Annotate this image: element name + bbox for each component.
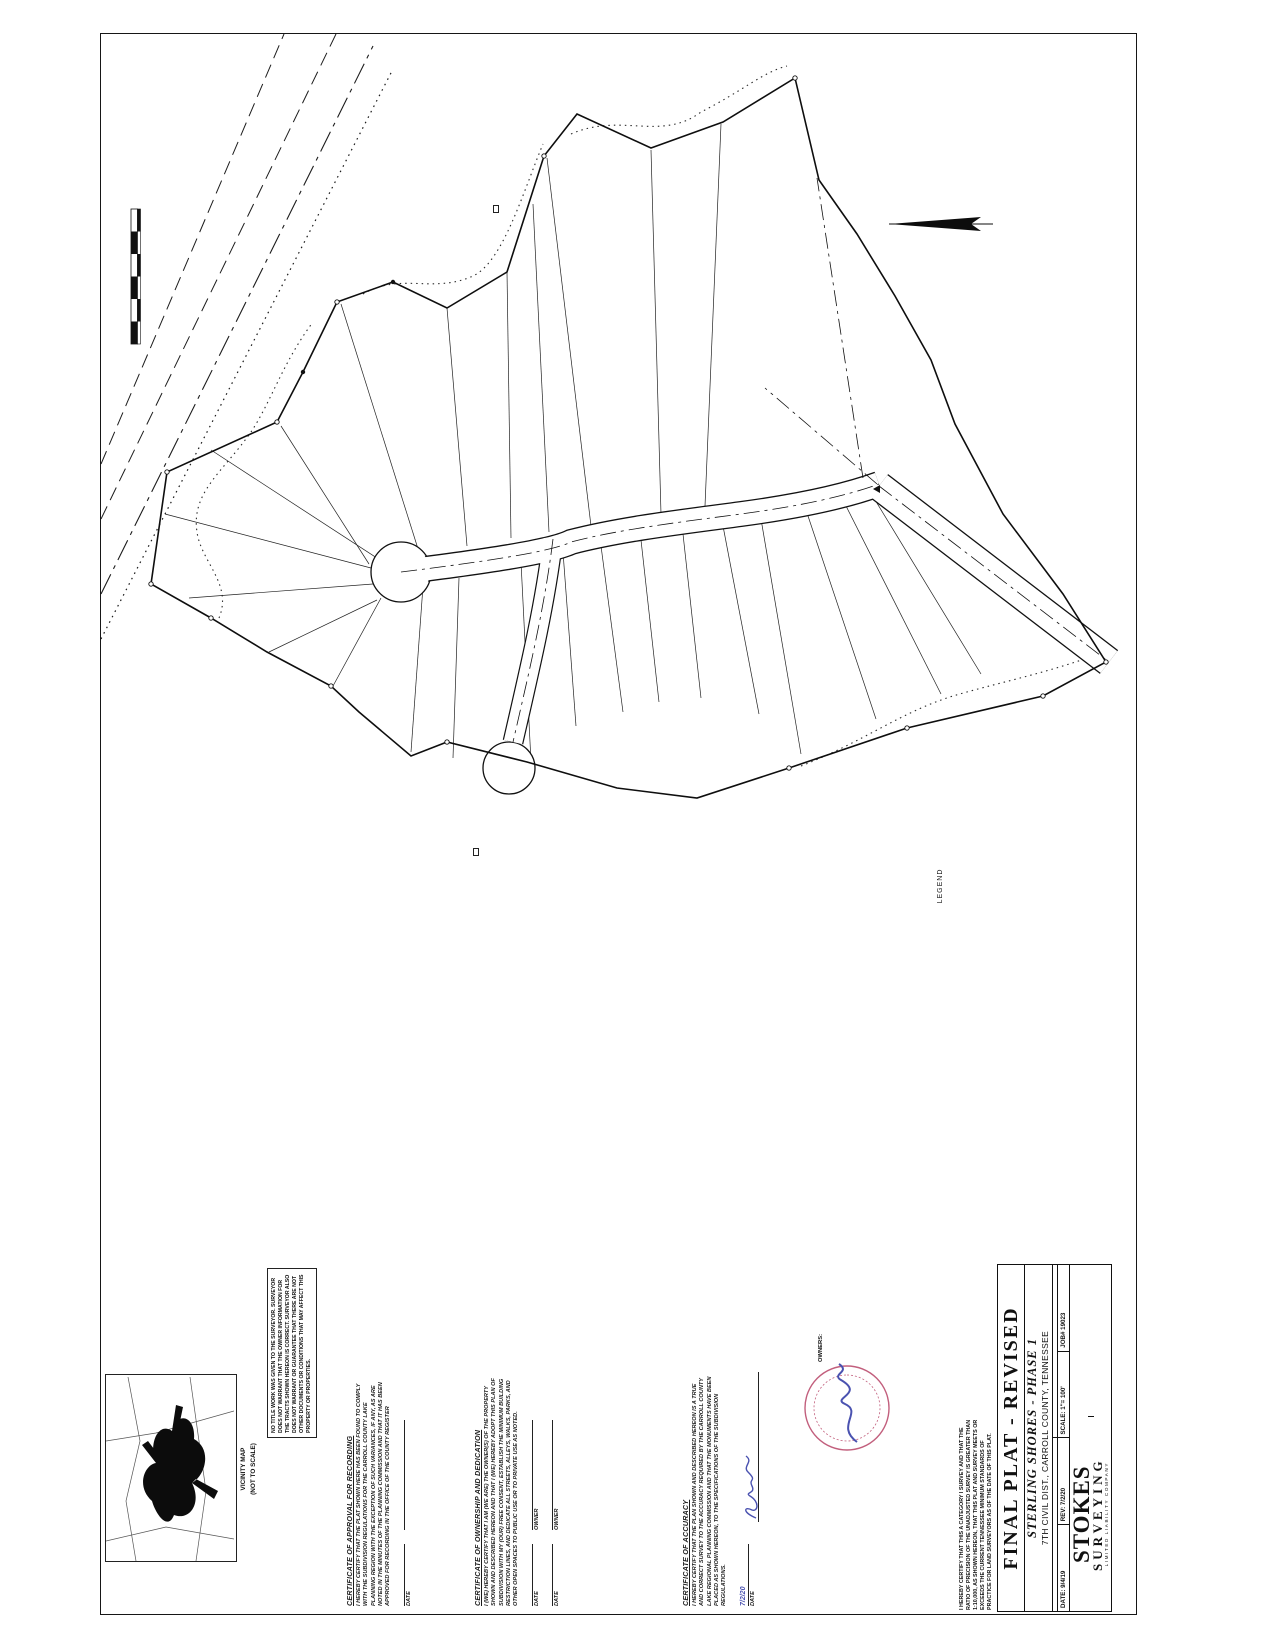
- subdivision-name: STERLING SHORES - PHASE 1: [1025, 1337, 1039, 1539]
- certificate-recording-body: I HEREBY CERTIFY THAT THE PLAT SHOWN HERE HAS BEEN FOUND TO COMPLY WITH THE SUBDIVISION REGULATIONS FOR THE CARROLL COUNTY LAKE PLANNING REGION WITH THE EXCEPTION OF SUCH VARIANCES, IF ANY, AS ARE NOTED IN THE MINUTES OF THE PLANNING COMMISSION AND THAT IT HAS BEEN APPROVED FOR RECORDING IN THE OFFICE OF THE COUNTY REGISTER: [356, 1382, 392, 1606]
- company-logo: STOKES SURVEYING LIMITED LIABILITY COMPANY: [1069, 1457, 1110, 1571]
- survey-for: [1053, 1265, 1057, 1439]
- certificate-accuracy-body: I HEREBY CERTIFY THAT THE PLAN SHOWN AND DESCRIBED HEREON IS A TRUE AND CORRECT SURVEY TO THE ACCURACY REQUIRED BY THE CARROLL COUNTY LAKE REGIONAL PLANNING COMMISSION AND THAT THE MONUMENTS HAVE BEEN PLACED AS SHOWN HEREON, TO THE SPECIFICATIONS OF THE SUBDIVISION REGULATIONS.: [692, 1376, 728, 1606]
- certificate-accuracy: CERTIFICATE OF ACCURACY I HEREBY CERTIFY THAT THE PLAN SHOWN AND DESCRIBED HEREON IS A TRUE AND CORRECT SURVEY TO THE ACCURACY REQUIRED BY THE CARROLL COUNTY LAKE REGIONAL PLANNING COMMISSION AND THAT THE MONUMENTS HAVE BEEN PLACED AS SHOWN HEREON, TO THE SPECIFICATIONS OF THE SUBDIVISION REGULATIONS. 7/2/20 DATE: [681, 1286, 760, 1606]
- company-contact: [1088, 1265, 1094, 1417]
- adjoiner-line: [817, 178, 863, 478]
- certificate-ownership-title: CERTIFICATE OF OWNERSHIP AND DEDICATION: [473, 1429, 482, 1606]
- plat-map-drawing: [101, 34, 1136, 1614]
- plat-job-number: JOB# 19023: [1058, 1265, 1069, 1352]
- vicinity-map-label: VICINITY MAP (NOT TO SCALE): [240, 1443, 257, 1495]
- certificate-recording-title: CERTIFICATE OF APPROVAL FOR RECORDING: [345, 1435, 354, 1606]
- certificate-ownership: CERTIFICATE OF OWNERSHIP AND DEDICATION I (WE) HEREBY CERTIFY THAT I AM (WE ARE) THE OWNER(S) OF THE PROPERTY SHOWN AND DESCRIBED HEREON AND THAT I (WE) HEREBY ADOPT THIS PLAN OF SUBDIVISION WITH MY (OUR) FREE CONSENT, ESTABLISH THE MINIMUM BUILDING RESTRICTION LINES, AND DEDICATE ALL STREETS, ALLEYS, WALKS, PARKS, AND OTHER OPEN SPACES TO PUBLIC USE OR TO PRIVATE USE AS NOTED. DATE OWNER DATE OWNER: [473, 1374, 560, 1606]
- lake-boundary-line: [101, 46, 373, 594]
- vicinity-map-graphic: [106, 1377, 234, 1561]
- shoreline-dotted: [363, 144, 543, 294]
- plat-scale: SCALE: 1"= 100': [1058, 1352, 1069, 1439]
- zoned-box-north: [493, 205, 499, 213]
- certificate-ownership-body: I (WE) HEREBY CERTIFY THAT I AM (WE ARE) THE OWNER(S) OF THE PROPERTY SHOWN AND DESCRIBED HEREON AND THAT I (WE) HEREBY ADOPT THIS PLAN OF SUBDIVISION WITH MY (OUR) FREE CONSENT, ESTABLISH THE MINIMUM BUILDING RESTRICTION LINES, AND DEDICATE ALL STREETS, ALLEYS, WALKS, PARKS, AND OTHER OPEN SPACES TO PUBLIC USE OR TO PRIVATE USE AS NOTED.: [484, 1378, 520, 1606]
- legend: [937, 808, 947, 964]
- plat-title: FINAL PLAT - REVISED: [1000, 1306, 1022, 1570]
- title-block: [997, 1264, 1112, 1612]
- category-survey-note: I HEREBY CERTIFY THAT THIS A CATEGORY I SURVEY AND THAT THE RATIO OF PRECISION OF THE UNADJUSTED SURVEY IS GREATER THAN 1:10,000, AS SHOWN HEREON, THAT THIS PLAT AND SURVEY MEETS OR EXCEEDS THE CURRENT TENNESSEE MINIMUM STANDARDS OF PRACTICE FOR LAND SURVEYORS AS OF THE DATE OF THIS PLAT.: [959, 1419, 994, 1610]
- shoreline-dotted: [196, 322, 313, 618]
- handwritten-date: 7/2/20: [740, 1586, 748, 1606]
- vicinity-map: [105, 1374, 237, 1562]
- plat-revision: REV: 7/2/20: [1058, 1439, 1069, 1526]
- plat-date: DATE: 9/4/19: [1060, 1570, 1067, 1608]
- tract-boundary: [151, 78, 1106, 798]
- plat-sheet: [100, 33, 1137, 1615]
- row-continuation: [765, 388, 877, 484]
- owners-block: OWNERS:: [818, 1333, 824, 1362]
- property-information: [1053, 1439, 1057, 1612]
- scale-bar: [131, 209, 141, 344]
- legend-title: LEGEND: [937, 868, 944, 904]
- north-arrow: [889, 217, 993, 231]
- setback-dotted-line: [101, 69, 393, 639]
- subdivision-location: 7TH CIVIL DIST., CARROLL COUNTY, TENNESSEE: [1040, 1330, 1050, 1546]
- tva-easement-line: [101, 34, 284, 464]
- zoned-box-south: [473, 848, 479, 856]
- certificate-recording: CERTIFICATE OF APPROVAL FOR RECORDING I HEREBY CERTIFY THAT THE PLAT SHOWN HERE HAS BEEN FOUND TO COMPLY WITH THE SUBDIVISION REGULATIONS FOR THE CARROLL COUNTY LAKE PLANNING REGION WITH THE EXCEPTION OF SUCH VARIANCES, IF ANY, AS ARE NOTED IN THE MINUTES OF THE PLANNING COMMISSION AND THAT IT HAS BEEN APPROVED FOR RECORDING IN THE OFFICE OF THE COUNTY REGISTER DATE: [345, 1374, 412, 1606]
- surveyor-note-box: NO TITLE WORK WAS GIVEN TO THE SURVEYOR. SURVEYOR DOES NOT WARRANT THAT THE OWNER INFORMATION FOR THE TRACTS SHOWN HEREON IS CORRECT. SURVEYOR ALSO DOES NOT WARRANT OR GUARANTEE THAT THERE ARE NOT OTHER DOCUMENTS OR CONDITIONS THAT MAY AFFECT THIS PROPERTY OR PROPERTIES.: [267, 1268, 317, 1438]
- shoreline-dotted: [571, 66, 787, 134]
- certificate-accuracy-title: CERTIFICATE OF ACCURACY: [681, 1499, 690, 1606]
